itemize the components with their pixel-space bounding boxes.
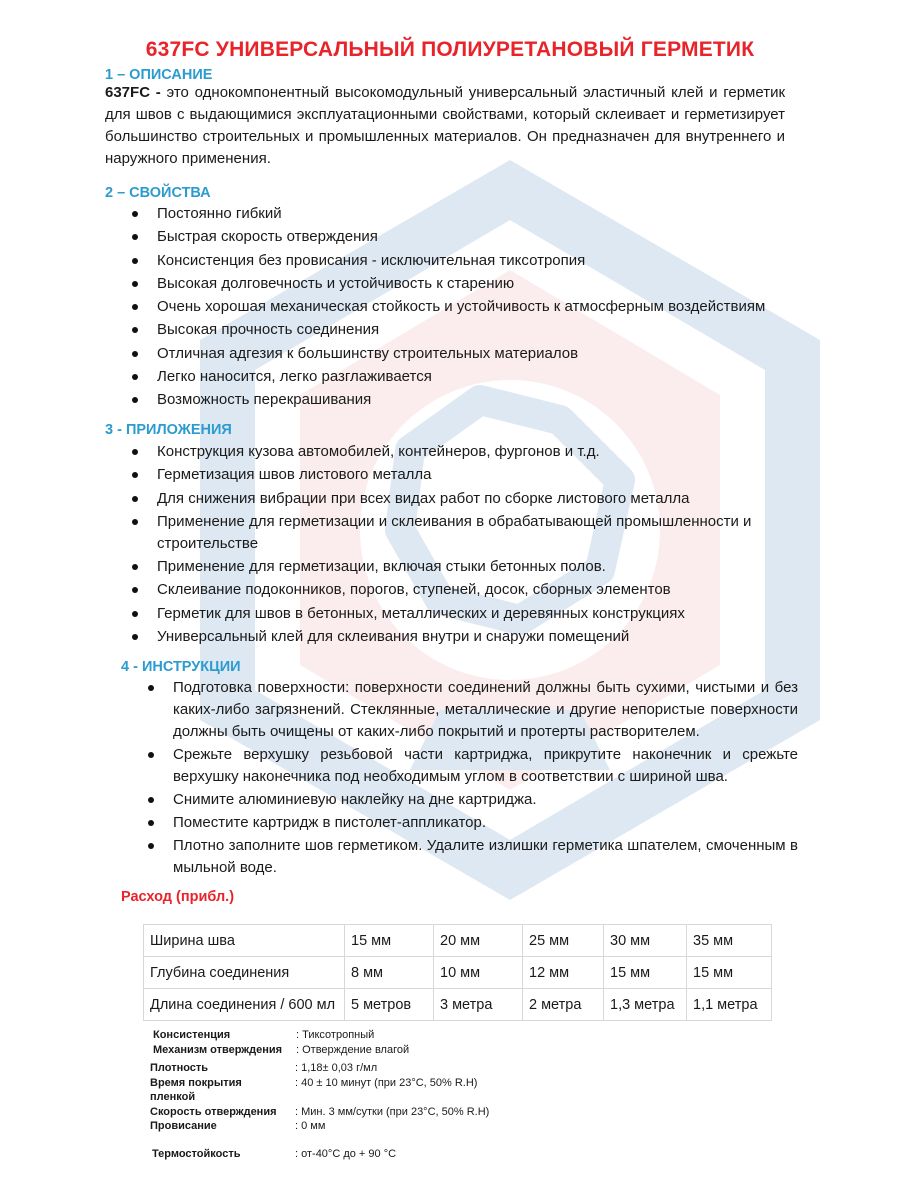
list-item: Конструкция кузова автомобилей, контейнеров, фургонов и т.д. <box>157 441 797 463</box>
table-row <box>144 925 772 957</box>
list-item: Легко наносится, легко разглаживается <box>157 366 797 388</box>
consumption-heading: Расход (прибл.) <box>121 889 235 905</box>
list-item: Универсальный клей для склеивания внутри и снаружи помещений <box>157 626 797 648</box>
list-item: Возможность перекрашивания <box>157 389 797 411</box>
table-cell: 1,1 метра <box>687 989 772 1021</box>
table-cell: 35 мм <box>687 925 772 957</box>
spec-value: : 1,18± 0,03 г/мл <box>295 1062 378 1074</box>
bullet-icon <box>132 397 138 403</box>
spec-value: : Отверждение влагой <box>296 1044 410 1056</box>
spec-label: Термостойкость <box>152 1148 241 1160</box>
list-item: Применение для герметизации и склеивания в обрабатывающей промышленности и строительстве <box>157 511 757 555</box>
bullet-icon <box>132 281 138 287</box>
table-cell: 3 метра <box>434 989 523 1021</box>
list-item: Быстрая скорость отверждения <box>157 226 797 248</box>
bullet-icon <box>132 611 138 617</box>
bullet-icon <box>132 258 138 264</box>
spec-label: Плотность <box>150 1062 209 1074</box>
table-cell: Глубина соединения <box>144 957 345 989</box>
table-cell: 15 мм <box>604 957 687 989</box>
bullet-icon <box>132 634 138 640</box>
bullet-icon <box>132 519 138 525</box>
list-item: Очень хорошая механическая стойкость и устойчивость к атмосферным воздействиям <box>157 296 797 318</box>
spec-value: : Мин. 3 мм/сутки (при 23°C, 50% R.H) <box>295 1106 490 1118</box>
bullet-icon <box>148 843 154 849</box>
bullet-icon <box>132 234 138 240</box>
list-item: Подготовка поверхности: поверхности соединений должны быть сухими, чистыми и без каких-либо загрязнений. Стеклянные, металлические и другие непористые поверхности должны быть очищены от каких-либо покрытий и протерты растворителем. <box>173 677 798 743</box>
bullet-icon <box>148 685 154 691</box>
spec-label: Время покрытия <box>150 1077 242 1089</box>
table-row <box>144 957 772 989</box>
list-item: Срежьте верхушку резьбовой части картриджа, прикрутите наконечник и срежьте верхушку наконечника под необходимым углом в соответствии с шириной шва. <box>173 744 798 788</box>
spec-value: : 40 ± 10 минут (при 23°C, 50% R.H) <box>295 1077 478 1089</box>
table-cell: 12 мм <box>523 957 604 989</box>
description-text: это однокомпонентный высокомодульный универсальный эластичный клей и герметик для швов с выдающимися эксплуатационными свойствами, который склеивает и герметизирует большинство строительных и промышленных материалов. Он предназначен для внутреннего и наружного применения. <box>105 84 786 167</box>
spec-value: : 0 мм <box>295 1120 326 1132</box>
table-cell: 30 мм <box>604 925 687 957</box>
list-item: Поместите картридж в пистолет-аппликатор. <box>173 812 798 834</box>
section-description-heading: 1 – ОПИСАНИЕ <box>105 67 213 83</box>
bullet-icon <box>148 752 154 758</box>
table-cell: Длина соединения / 600 мл <box>144 989 345 1021</box>
spec-label: пленкой <box>150 1091 196 1103</box>
consumption-table <box>143 924 772 1021</box>
section-properties-heading: 2 – СВОЙСТВА <box>105 185 211 201</box>
bullet-icon <box>132 351 138 357</box>
table-cell: 1,3 метра <box>604 989 687 1021</box>
table-row <box>144 989 772 1021</box>
list-item: Склеивание подоконников, порогов, ступеней, досок, сборных элементов <box>157 579 797 601</box>
table-cell: Ширина шва <box>144 925 345 957</box>
table-cell: 2 метра <box>523 989 604 1021</box>
list-item: Герметизация швов листового металла <box>157 464 797 486</box>
bullet-icon <box>132 304 138 310</box>
spec-label: Скорость отверждения <box>150 1106 277 1118</box>
bullet-icon <box>132 564 138 570</box>
list-item: Консистенция без провисания - исключительная тиксотропия <box>157 250 797 272</box>
bullet-icon <box>132 327 138 333</box>
spec-label: Механизм отверждения <box>153 1044 283 1056</box>
table-cell: 10 мм <box>434 957 523 989</box>
document-title: 637FC УНИВЕРСАЛЬНЫЙ ПОЛИУРЕТАНОВЫЙ ГЕРМЕТИК <box>145 38 755 61</box>
bullet-icon <box>132 374 138 380</box>
table-cell: 8 мм <box>345 957 434 989</box>
bullet-icon <box>148 797 154 803</box>
list-item: Отличная адгезия к большинству строительных материалов <box>157 343 797 365</box>
list-item: Снимите алюминиевую наклейку на дне картриджа. <box>173 789 798 811</box>
instructions-list <box>173 677 798 879</box>
table-cell: 5 метров <box>345 989 434 1021</box>
list-item: Для снижения вибрации при всех видах работ по сборке листового металла <box>157 488 797 510</box>
spec-value: : Тиксотропный <box>296 1029 375 1041</box>
properties-list <box>157 203 797 413</box>
table-cell: 25 мм <box>523 925 604 957</box>
list-item: Высокая долговечность и устойчивость к старению <box>157 273 797 295</box>
list-item: Постоянно гибкий <box>157 203 797 225</box>
table-cell: 15 мм <box>345 925 434 957</box>
section-instructions-heading: 4 - ИНСТРУКЦИИ <box>121 659 241 675</box>
bullet-icon <box>148 820 154 826</box>
list-item: Высокая прочность соединения <box>157 319 797 341</box>
bullet-icon <box>132 587 138 593</box>
description-paragraph <box>105 82 785 170</box>
spec-label: Провисание <box>150 1120 217 1132</box>
list-item: Плотно заполните шов герметиком. Удалите излишки герметика шпателем, смоченным в мыльной воде. <box>173 835 798 879</box>
list-item: Применение для герметизации, включая стыки бетонных полов. <box>157 556 797 578</box>
spec-value: : от-40°C до + 90 °C <box>295 1148 397 1160</box>
table-cell: 20 мм <box>434 925 523 957</box>
applications-list <box>157 441 797 649</box>
list-item: Герметик для швов в бетонных, металлических и деревянных конструкциях <box>157 603 797 625</box>
table-cell: 15 мм <box>687 957 772 989</box>
bullet-icon <box>132 496 138 502</box>
bullet-icon <box>132 211 138 217</box>
spec-label: Консистенция <box>153 1029 231 1041</box>
product-code: 637FC - <box>105 84 161 101</box>
bullet-icon <box>132 472 138 478</box>
bullet-icon <box>132 449 138 455</box>
section-applications-heading: 3 - ПРИЛОЖЕНИЯ <box>105 422 232 438</box>
